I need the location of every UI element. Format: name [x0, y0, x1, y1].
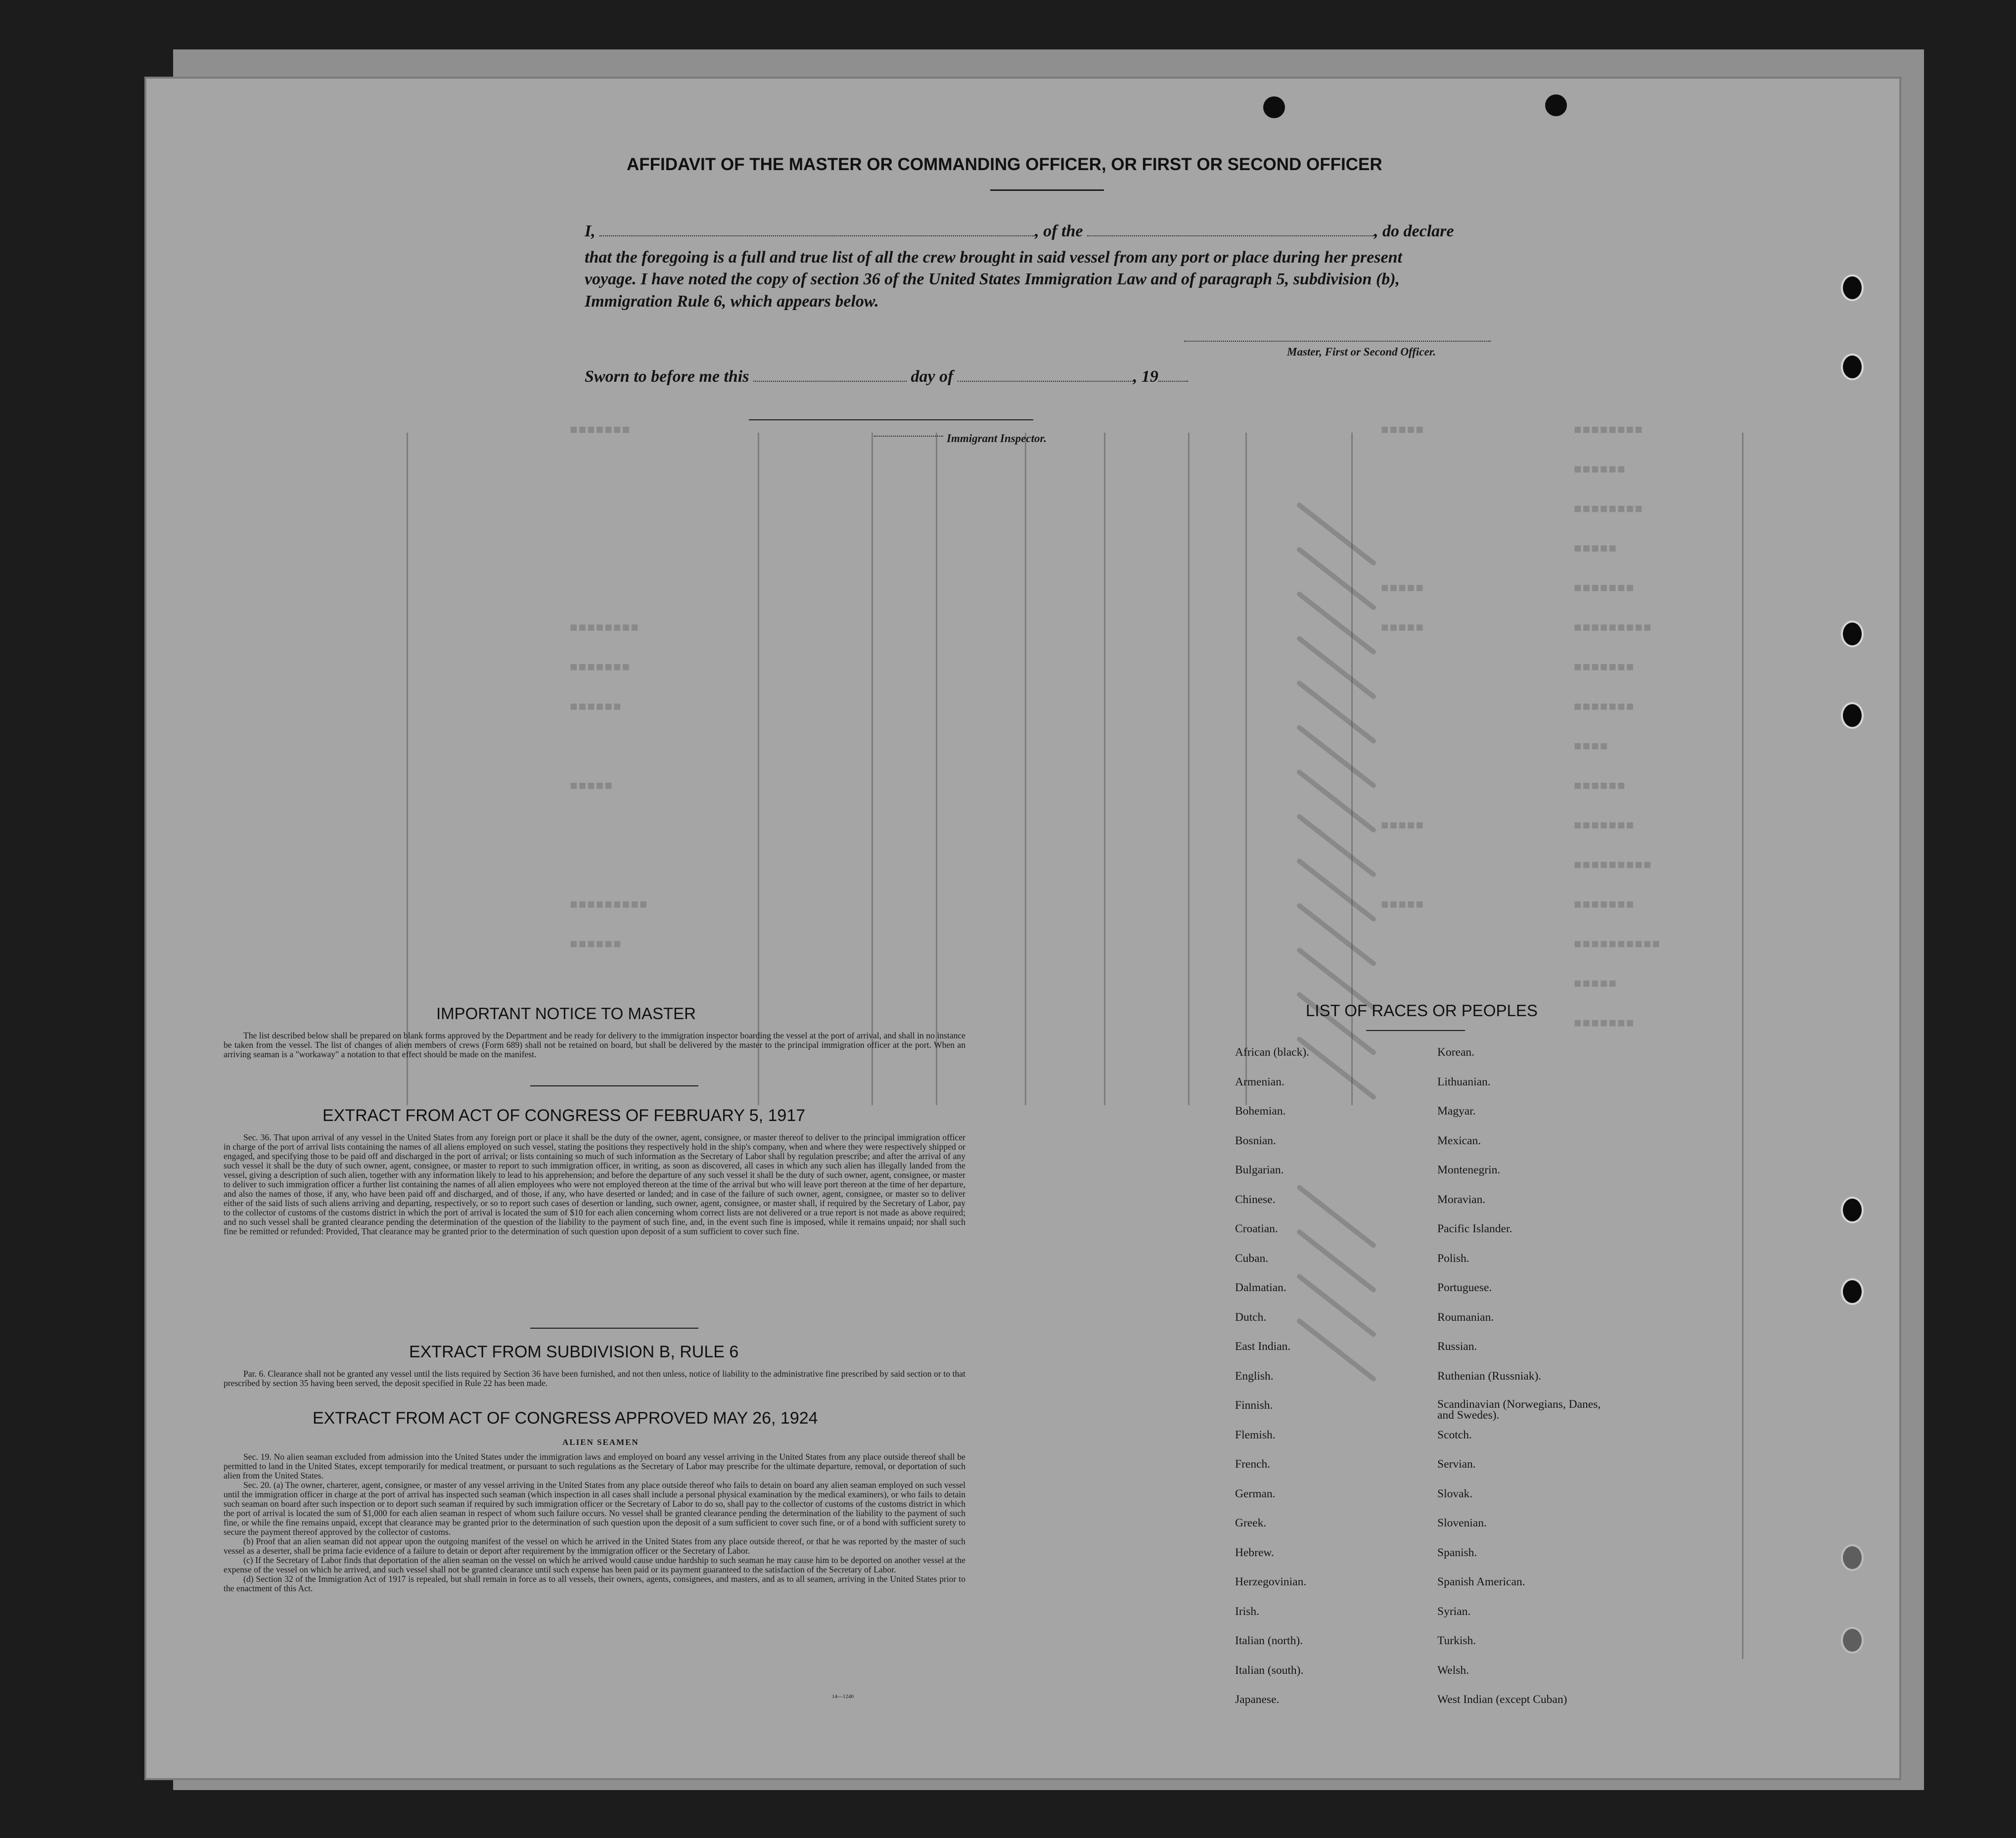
- race-item: Welsh.: [1437, 1663, 1469, 1677]
- race-item: Portuguese.: [1437, 1281, 1492, 1294]
- race-item: Turkish.: [1437, 1634, 1476, 1647]
- races-right-column: [1437, 1046, 1615, 1723]
- notice-title: IMPORTANT NOTICE TO MASTER: [436, 1004, 696, 1023]
- declaration-line-2: that the foregoing is a full and true list of all the crew brought in said vessel from any port or place during her present: [585, 248, 1402, 267]
- inspector-name-field[interactable]: [874, 433, 943, 437]
- race-item: Bosnian.: [1235, 1134, 1276, 1147]
- inspector-label: Immigrant Inspector.: [947, 432, 1047, 445]
- punch-hole: [1841, 1197, 1864, 1223]
- race-item: East Indian.: [1235, 1340, 1291, 1353]
- race-item: Scandinavian (Norwegians, Danes, and Swedes).: [1437, 1398, 1601, 1422]
- extract-rule6-title: EXTRACT FROM SUBDIVISION B, RULE 6: [409, 1343, 739, 1361]
- sworn-day-field[interactable]: [753, 378, 907, 382]
- punch-hole: [1841, 1544, 1864, 1571]
- race-item: Pacific Islander.: [1437, 1222, 1512, 1235]
- race-item: Finnish.: [1235, 1399, 1273, 1412]
- declare-label: , do declare: [1374, 222, 1454, 240]
- sec-20a-paragraph: Sec. 20. (a) The owner, charterer, agent, consignee, or master of any vessel arriving in the United States from any place outside thereof who fails to detain on board any alien seaman employed on such vessel until the immigration officer in charge at the port of arrival has inspected such seaman (which inspection in all cases shall include a personal physical examination by the medical examiners), or who fails to detain such seaman on board after such inspection or to deport such seaman if required by such immigration officer or the Secretary of Labor to do so, shall pay to the collector of customs of the customs district in which the port of arrival is located the sum of $1,000 for each alien seaman in respect of whom such failure occurs. No vessel shall be granted clearance pending the determination of the liability to the payment of such fine, or while the fine remains unpaid, except that clearance may be granted prior to the determination of such question upon the deposit of a sum sufficient to cover such fine, or of a bond with sufficient surety to secure the payment thereof approved by the collector of customs.: [224, 1480, 965, 1537]
- race-item: Bohemian.: [1235, 1105, 1286, 1118]
- race-item: Japanese.: [1235, 1693, 1280, 1706]
- sworn-day-label: day of: [911, 367, 954, 386]
- sworn-year-field[interactable]: [1158, 378, 1188, 382]
- race-item: Russian.: [1437, 1340, 1477, 1353]
- inspector-signature-line: [749, 419, 1033, 420]
- affidavit-title: AFFIDAVIT OF THE MASTER OR COMMANDING OFFICER, OR FIRST OR SECOND OFFICER: [627, 155, 1382, 174]
- extract-1924-body: [224, 1452, 965, 1593]
- declaration-line-1: [585, 220, 1454, 242]
- race-item: Greek.: [1235, 1517, 1267, 1529]
- extract-1924-title: EXTRACT FROM ACT OF CONGRESS APPROVED MAY 26, 1924: [313, 1409, 818, 1428]
- sec-20b-paragraph: (b) Proof that an alien seaman did not appear upon the outgoing manifest of the vessel on which he arrived in the United States from any place outside thereof, or that he was reported by the master of such vessel as a deserter, shall be prima facie evidence of a failure to detain or deport after requirement by the immigration officer or the Secretary of Labor.: [224, 1536, 965, 1556]
- race-item: Chinese.: [1235, 1193, 1276, 1206]
- vessel-of-label: , of the: [1035, 222, 1083, 240]
- race-item: Dalmatian.: [1235, 1281, 1286, 1294]
- race-item: Magyar.: [1437, 1105, 1476, 1118]
- section-divider: [530, 1328, 698, 1329]
- race-item: Slovak.: [1437, 1487, 1473, 1500]
- vessel-name-field[interactable]: [1087, 232, 1374, 236]
- race-item: Lithuanian.: [1437, 1075, 1491, 1088]
- race-item: Korean.: [1437, 1046, 1475, 1059]
- race-item: Spanish.: [1437, 1546, 1477, 1559]
- race-item: Syrian.: [1437, 1605, 1471, 1618]
- sworn-prefix: Sworn to before me this: [585, 367, 749, 386]
- par-6-paragraph: Par. 6. Clearance shall not be granted any vessel until the lists required by Section 36 have been furnished, and not then unless, notice of liability to the administrative fine prescribed by said section or to that prescribed by section 35 having been served, the deposit specified in Rule 22 has been made.: [224, 1369, 965, 1388]
- master-signature-field[interactable]: [1184, 338, 1491, 342]
- extract-1917-title: EXTRACT FROM ACT OF CONGRESS OF FEBRUARY 5, 1917: [322, 1106, 806, 1125]
- race-item: Montenegrin.: [1437, 1164, 1501, 1176]
- race-item: Moravian.: [1437, 1193, 1486, 1206]
- race-item: Roumanian.: [1437, 1310, 1494, 1324]
- race-item: Bulgarian.: [1235, 1164, 1284, 1176]
- form-number: 14—1240: [832, 1694, 854, 1700]
- race-item: Polish.: [1437, 1252, 1469, 1265]
- race-item: Dutch.: [1235, 1310, 1267, 1324]
- extract-rule6-body: [224, 1369, 965, 1388]
- notice-paragraph: The list described below shall be prepared on blank forms approved by the Department and be ready for delivery to the immigration inspector boarding the vessel at the port of arrival, and shall in no instance be taken from the vessel. The list of changes of alien members of crews (Form 689) shall not be retained on board, but shall be delivered by the master to the principal immigration officer at the port. When an arriving seaman is a "workaway" a notation to that effect should be made on the manifest.: [224, 1031, 965, 1059]
- punch-hole: [1841, 274, 1864, 301]
- sworn-line: [585, 365, 1188, 388]
- section-36-paragraph: Sec. 36. That upon arrival of any vessel in the United States from any foreign port or place it shall be the duty of the owner, agent, consignee, or master thereof to deliver to the principal immigration officer in charge of the port of arrival lists containing the names of all aliens employed on such vessel, stating the positions they respectively hold in the ship's company, when and where they were respectively shipped or engaged, and specifying those to be paid off and discharged in the port of arrival; or lists containing so much of such information as the Secretary of Labor shall by regulation prescribe; and after the arrival of any such vessel it shall be the duty of such owner, agent, consignee, or master to report to such immigration officer, in writing, as soon as discovered, all cases in which any such alien has illegally landed from the vessel, giving a description of such alien, together with any information likely to lead to his apprehension; and before the departure of any such vessel it shall be the duty of such owner, agent, consignee, or master to deliver to such immigration officer a further list containing the names of all alien employees who were not employed thereon at the time of the arrival but who will leave port thereon at the time of her departure, and also the names of those, if any, who have been paid off and discharged, and of those, if any, who have deserted or landed; and in case of the failure of such owner, agent, consignee, or master so to deliver either of the said lists of such aliens arriving and departing, respectively, or so to report such cases of desertion or landing, such owner, agent, consignee, or master shall, if required by the Secretary of Labor, pay to the collector of customs of the customs district in which the port of arrival is located the sum of $10 for each alien concerning whom correct lists are not delivered or a true report is not made as above required; and no such vessel shall be granted clearance pending the determination of the question of the liability to the payment of such fine, and, in the event such fine is imposed, while it remains unpaid; nor shall such fine be remitted or refunded: Provided, That clearance may be granted prior to the determination of such question upon deposit of a sum sufficient to cover such fine.: [224, 1132, 965, 1236]
- races-title: LIST OF RACES OR PEOPLES: [1306, 1001, 1538, 1020]
- binding-hole: [1545, 94, 1567, 116]
- sec-20d-paragraph: (d) Section 32 of the Immigration Act of 1917 is repealed, but shall remain in force as to all vessels, their owners, agents, consignees, and masters, and as to all seamen, arriving in the United States prior to the enactment of this Act.: [224, 1574, 965, 1593]
- race-item: German.: [1235, 1487, 1276, 1500]
- race-item: French.: [1235, 1458, 1271, 1471]
- master-signature-label: Master, First or Second Officer.: [1287, 346, 1436, 358]
- race-item: Irish.: [1235, 1605, 1259, 1618]
- race-item: Mexican.: [1437, 1134, 1481, 1147]
- race-item: West Indian (except Cuban): [1437, 1693, 1567, 1706]
- sec-20c-paragraph: (c) If the Secretary of Labor finds that deportation of the alien seaman on the vessel on which he arrived would cause undue hardship to such seaman he may cause him to be deported on another vessel at the expense of the vessel on which he arrived, and such vessel shall not be granted clearance until such expense has been paid or its payment guaranteed to the satisfaction of the Secretary of Labor.: [224, 1555, 965, 1574]
- race-item: Italian (north).: [1235, 1634, 1303, 1647]
- race-item: African (black).: [1235, 1046, 1310, 1059]
- declarant-prefix: I,: [585, 222, 596, 240]
- declaration-line-4: Immigration Rule 6, which appears below.: [585, 292, 879, 311]
- race-item: English.: [1235, 1369, 1274, 1383]
- sworn-month-field[interactable]: [958, 378, 1133, 382]
- races-title-underline: [1366, 1030, 1465, 1031]
- race-item: Scotch.: [1437, 1428, 1472, 1441]
- race-item: Italian (south).: [1235, 1663, 1304, 1677]
- race-item: Slovenian.: [1437, 1517, 1487, 1529]
- race-item: Ruthenian (Russniak).: [1437, 1369, 1542, 1383]
- race-item: Spanish American.: [1437, 1575, 1525, 1588]
- title-underline: [990, 189, 1104, 191]
- race-item: Cuban.: [1235, 1252, 1269, 1265]
- races-left-column: [1235, 1046, 1309, 1723]
- binding-hole: [1263, 96, 1285, 118]
- race-item: Armenian.: [1235, 1075, 1284, 1088]
- extract-1917-body: [224, 1133, 965, 1236]
- manifest-page: ■■■■■■■■ ■■■■■■ ■■■■■■■■ ■■■■■ ■■■■■■■ ■■■■■■■■■ ■■■■■■■ ■■■■■■■ ■■■■ ■■■■■■ ■■■■■■■ ■■■■■■■■■ ■■■■■■■ ■■■■■■■■■■ ■■■■■ ■■■■■■■ ■■■■■ ■■■■■ ■■■■■ ■■■■■ ■■■■■ ■■■■■■■ ■■■■■■■■ ■■■■■■■ ■■■■■■ ■■■■■ ■■■■■■■■■ ■■■■■■ AFFIDAVIT OF THE MASTER OR COMMANDING OFFICER, OR FIRST OR SECOND OFFICER I, , of the , do declare that the foregoing is a full and true list of all the crew brought in said vessel from any port or place during her present voyage. I have noted the copy of section 36 of the United States Immigration Law and of paragraph 5, subdivision (b), Immigration Rule 6, which appears below. Master, First or Second Officer. Sworn to before me this day of , 19 Immigrant Inspector. IMPORTANT NOTICE TO MASTER The list described below shall be prepared on blank forms approved by the Department and be ready for delivery to the immigration inspector boarding the vessel at the port of arrival, and shall in no instance be taken from the vessel. The list of changes of alien members of crews (Form 689) shall not be retained on board, but shall be delivered by the master to the principal immigration officer at the port. When an arriving seaman is a "workaway" a notation to that effect should be made on the manifest. EXTRACT FROM ACT OF CONGRESS OF FEBRUARY 5, 1917 Sec. 36. That upon arrival of any vessel in the United States from any foreign port or place it shall be the duty of the owner, agent, consignee, or master thereof to deliver to the principal immigration officer in charge of the port of arrival lists containing the names of all aliens employed on such vessel, stating the positions they respectively hold in the ship's company, when and where they were respectively shipped or engaged, and specifying those to be paid off and discharged in the port of arrival; or lists containing so much of such information as the Secretary of Labor shall by regulation prescribe; and after the arrival of any such vessel it shall be the duty of such owner, agent, consignee, or master to report to such immigration officer, in writing, as soon as discovered, all cases in which any such alien has illegally landed from the vessel, giving a description of such alien, together with any information likely to lead to his apprehension; and before the departure of any such vessel it shall be the duty of such owner, agent, consignee, or master to deliver to such immigration officer a further list containing the names of all alien employees who were not employed thereon at the time of the arrival but who will leave port thereon at the time of her departure, and also the names of those, if any, who have been paid off and discharged, and of those, if any, who have deserted or landed; and in case of the failure of such owner, agent, consignee, or master so to deliver either of the said lists of such aliens arriving and departing, respectively, or so to report such cases of desertion or landing, such owner, agent, consignee, or master shall, if required by the Secretary of Labor, pay to the collector of customs of the customs district in which the port of arrival is located the sum of $10 for each alien concerning whom correct lists are not delivered or a true report is not made as above required; and no such vessel shall be granted clearance pending the determination of the question of the liability to the payment of such fine, and, in the event such fine is imposed, while it remains unpaid; nor shall such fine be remitted or refunded: Provided, That clearance may be granted prior to the determination of such question upon deposit of a sum sufficient to cover such fine. EXTRACT FROM SUBDIVISION B, RULE 6 Par. 6. Clearance shall not be granted any vessel until the lists required by Section 36 have been furnished, and not then unless, notice of liability to the administrative fine prescribed by said section or to that prescribed by section 35 having been served, the deposit specified in Rule 22 has been made. EXTRACT FROM ACT OF CONGRESS APPROVED MAY 26, 1924 ALIEN SEAMEN Sec. 19. No alien seaman excluded from admission into the United States under the immigration laws and employed on board any vessel arriving in the United States from any place outside thereof shall be permitted to land in the United States, except temporarily for medical treatment, or pursuant to such regulations as the Secretary of Labor may prescribe for the ultimate departure, removal, or deportation of such alien from the United States. Sec. 20. (a) The owner, charterer, agent, consignee, or master of any vessel arriving in the United States from any place outside thereof who fails to detain on board any alien seaman employed on such vessel until the immigration officer in charge at the port of arrival has inspected such seaman (which inspection in all cases shall include a personal physical examination by the medical examiners), or who fails to detain such seaman on board after such inspection or to deport such seaman if required by such immigration officer or the Secretary of Labor to do so, shall pay to the collector of customs of the customs district in which the port of arrival is located the sum of $1,000 for each alien seaman in respect of whom such failure occurs. No vessel shall be granted clearance pending the determination of the liability to the payment of such fine, or while the fine remains unpaid, except that clearance may be granted prior to the determination of such question upon the deposit of a sum sufficient to cover such fine, or of a bond with sufficient surety to secure the payment thereof approved by the collector of customs. (b) Proof that an alien seaman did not appear upon the outgoing manifest of the vessel on which he arrived in the United States from any place outside thereof, or that he was reported by the master of such vessel as a deserter, shall be prima facie evidence of a failure to detain or deport after requirement by the immigration officer or the Secretary of Labor. (c) If the Secretary of Labor finds that deportation of the alien seaman on the vessel on which he arrived would cause undue hardship to such seaman he may cause him to be deported on another vessel at the expense of the vessel on which he arrived, and such vessel shall not be granted clearance until such expense has been paid or its payment guaranteed to the satisfaction of the Secretary of Labor. (d) Section 32 of the Immigration Act of 1917 is repealed, but shall remain in force as to all vessels, their owners, agents, consignees, and masters, and as to all seamen, arriving in the United States prior to the enactment of this Act. 14—1240 LIST OF RACES OR PEOPLES African (black). Armenian. Bohemian. Bosnian. Bulgarian. Chinese. Croatian. Cuban. Dalmatian. Dutch. East Indian. English. Finnish. Flemish. French. German. Greek. Hebrew. Herzegovinian. Irish. Italian (north). Italian (south). Japanese. Korean. Lithuanian. Magyar. Mexican. Montenegrin. Moravian. Pacific Islander. Polish. Portuguese. Roumanian. Russian. Ruthenian (Russniak). Scandinavian (Norwegians, Danes, and Swedes). Scotch. Servian. Slovak. Slovenian. Spanish. Spanish American. Syrian. Turkish. Welsh. West Indian (except Cuban): [144, 77, 1901, 1780]
- punch-hole: [1841, 621, 1864, 647]
- declaration-line-3: voyage. I have noted the copy of section 36 of the United States Immigration Law and of paragraph 5, subdivision (b),: [585, 270, 1400, 288]
- punch-hole: [1841, 1278, 1864, 1305]
- section-divider: [530, 1085, 698, 1086]
- race-item: Herzegovinian.: [1235, 1575, 1307, 1588]
- race-item: Servian.: [1437, 1458, 1476, 1471]
- sworn-year-label: , 19: [1133, 367, 1158, 386]
- punch-hole: [1841, 702, 1864, 729]
- punch-hole: [1841, 1627, 1864, 1654]
- race-item: Hebrew.: [1235, 1546, 1274, 1559]
- sec-19-paragraph: Sec. 19. No alien seaman excluded from admission into the United States under the immigration laws and employed on board any vessel arriving in the United States from any place outside thereof shall be permitted to land in the United States, except temporarily for medical treatment, or pursuant to such regulations as the Secretary of Labor may prescribe for the ultimate departure, removal, or deportation of such alien from the United States.: [224, 1452, 965, 1480]
- declarant-name-field[interactable]: [599, 232, 1035, 236]
- notice-body: [224, 1031, 965, 1059]
- race-item: Croatian.: [1235, 1222, 1278, 1235]
- alien-seamen-subtitle: ALIEN SEAMEN: [562, 1437, 639, 1447]
- punch-hole: [1841, 354, 1864, 380]
- race-item: Flemish.: [1235, 1428, 1276, 1441]
